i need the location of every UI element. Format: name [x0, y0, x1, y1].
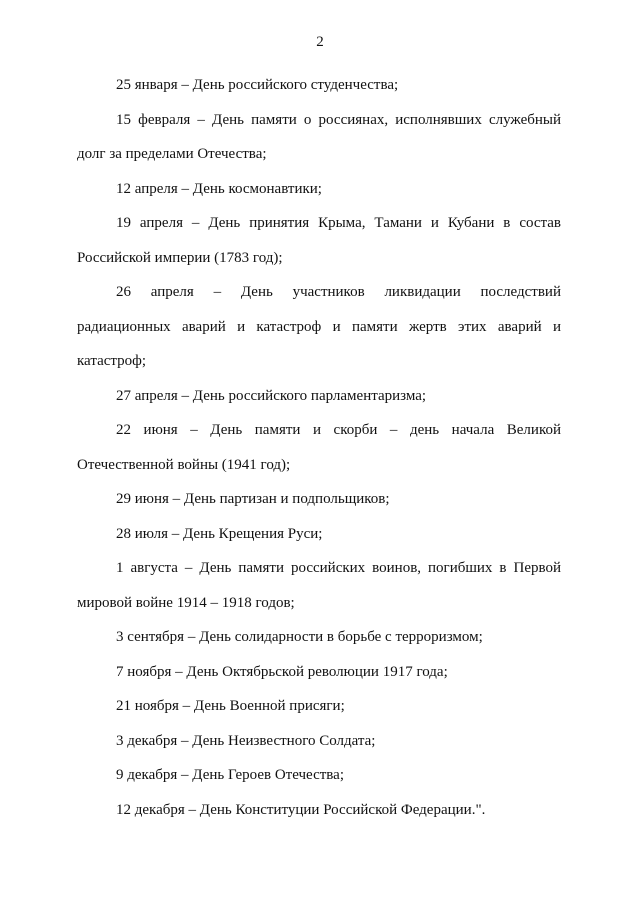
list-item: 9 декабря – День Героев Отечества;: [116, 767, 345, 783]
list-item: 12 декабря – День Конституции Российской Федерации.".: [116, 801, 486, 818]
list-item: 22 июня – День памяти и скорби – день начала Великой Отечественной войны (1941 год);: [77, 422, 561, 473]
list-item: 28 июля – День Крещения Руси;: [116, 525, 323, 542]
list-item: 26 апреля – День участников ликвидации последствий радиационных аварий и катастроф и памяти жертв этих аварий и катастроф;: [77, 284, 561, 369]
list-item: 25 января – День российского студенчества;: [116, 77, 399, 93]
list-item: 29 июня – День партизан и подпольщиков;: [116, 491, 390, 507]
list-item: 19 апреля – День принятия Крыма, Тамани и Кубани в состав Российской империи (1783 год);: [77, 215, 561, 266]
document-body: [77, 68, 561, 827]
list-item: 12 апреля – День космонавтики;: [116, 180, 322, 197]
list-item: 21 ноября – День Военной присяги;: [116, 698, 345, 714]
list-item: 1 августа – День памяти российских воинов, погибших в Первой мировой войне 1914 – 1918 годов;: [77, 560, 561, 611]
list-item: 7 ноября – День Октябрьской революции 1917 года;: [116, 663, 448, 680]
page-number: 2: [316, 34, 324, 50]
list-item: 3 декабря – День Неизвестного Солдата;: [116, 732, 376, 749]
list-item: 3 сентября – День солидарности в борьбе с терроризмом;: [116, 629, 483, 645]
list-item: 15 февраля – День памяти о россиянах, исполнявших служебный долг за пределами Отечества;: [77, 111, 561, 162]
list-item: 27 апреля – День российского парламентаризма;: [116, 387, 427, 404]
